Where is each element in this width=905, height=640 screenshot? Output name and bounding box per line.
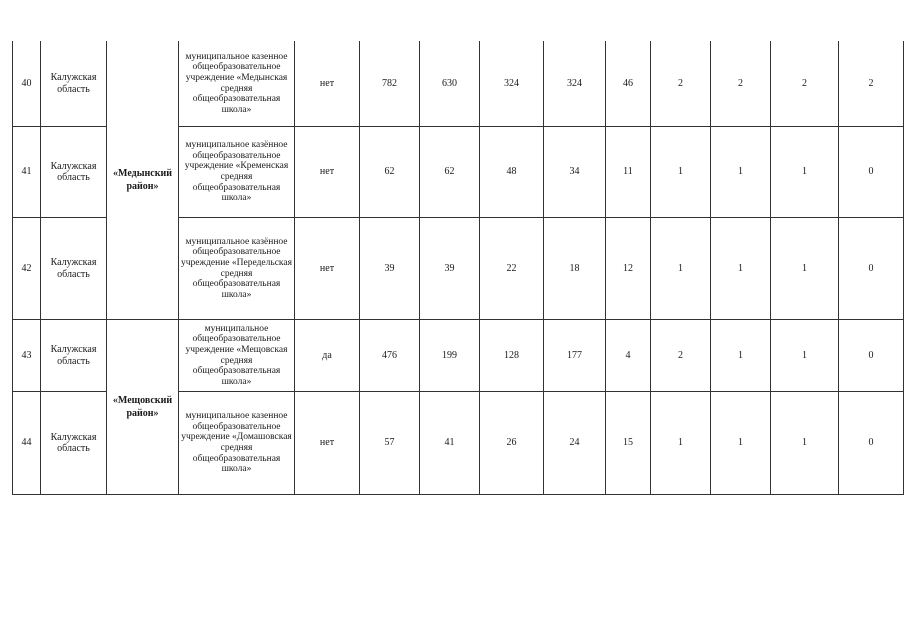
value-cell: 1 bbox=[711, 127, 771, 218]
region-cell: Калужская область bbox=[41, 41, 107, 127]
value-cell: 18 bbox=[544, 218, 606, 320]
region-cell: Калужская область bbox=[41, 320, 107, 392]
schools-table bbox=[12, 41, 904, 495]
value-cell: 630 bbox=[420, 41, 480, 127]
value-cell: 1 bbox=[651, 127, 711, 218]
value-cell: 48 bbox=[480, 127, 544, 218]
value-cell: 62 bbox=[420, 127, 480, 218]
value-cell: 62 bbox=[360, 127, 420, 218]
value-cell: 0 bbox=[839, 392, 904, 495]
school-name-cell: муниципальное казённое общеобразовательное учреждение «Передельская средняя общеобразовательная школа» bbox=[179, 218, 295, 320]
region-cell: Калужская область bbox=[41, 127, 107, 218]
value-cell: 2 bbox=[771, 41, 839, 127]
value-cell: 12 bbox=[606, 218, 651, 320]
value-cell: 46 bbox=[606, 41, 651, 127]
school-name-cell: муниципальное общеобразовательное учреждение «Мещовская средняя общеобразовательная школа» bbox=[179, 320, 295, 392]
value-cell: 34 bbox=[544, 127, 606, 218]
value-cell: 128 bbox=[480, 320, 544, 392]
flag-cell: нет bbox=[295, 41, 360, 127]
value-cell: 26 bbox=[480, 392, 544, 495]
region-cell: Калужская область bbox=[41, 218, 107, 320]
value-cell: 57 bbox=[360, 392, 420, 495]
table-row bbox=[13, 320, 904, 392]
flag-cell: нет bbox=[295, 218, 360, 320]
value-cell: 2 bbox=[711, 41, 771, 127]
row-number: 44 bbox=[13, 392, 41, 495]
value-cell: 2 bbox=[651, 320, 711, 392]
row-number: 40 bbox=[13, 41, 41, 127]
value-cell: 1 bbox=[651, 218, 711, 320]
value-cell: 41 bbox=[420, 392, 480, 495]
value-cell: 199 bbox=[420, 320, 480, 392]
value-cell: 324 bbox=[480, 41, 544, 127]
value-cell: 476 bbox=[360, 320, 420, 392]
value-cell: 24 bbox=[544, 392, 606, 495]
value-cell: 1 bbox=[711, 392, 771, 495]
school-name-cell: муниципальное казённое общеобразовательное учреждение «Кременская средняя общеобразовательная школа» bbox=[179, 127, 295, 218]
flag-cell: нет bbox=[295, 392, 360, 495]
row-number: 43 bbox=[13, 320, 41, 392]
value-cell: 0 bbox=[839, 218, 904, 320]
value-cell: 15 bbox=[606, 392, 651, 495]
row-number: 42 bbox=[13, 218, 41, 320]
value-cell: 782 bbox=[360, 41, 420, 127]
value-cell: 2 bbox=[839, 41, 904, 127]
district-cell: «Мещовский район» bbox=[107, 320, 179, 495]
school-name-cell: муниципальное казенное общеобразовательное учреждение «Медынская средняя общеобразовательная школа» bbox=[179, 41, 295, 127]
value-cell: 1 bbox=[711, 218, 771, 320]
row-number: 41 bbox=[13, 127, 41, 218]
flag-cell: нет bbox=[295, 127, 360, 218]
district-cell: «Медынский район» bbox=[107, 41, 179, 320]
value-cell: 11 bbox=[606, 127, 651, 218]
value-cell: 4 bbox=[606, 320, 651, 392]
region-cell: Калужская область bbox=[41, 392, 107, 495]
flag-cell: да bbox=[295, 320, 360, 392]
value-cell: 177 bbox=[544, 320, 606, 392]
value-cell: 39 bbox=[420, 218, 480, 320]
value-cell: 1 bbox=[651, 392, 711, 495]
value-cell: 22 bbox=[480, 218, 544, 320]
value-cell: 1 bbox=[771, 320, 839, 392]
value-cell: 1 bbox=[711, 320, 771, 392]
table-row bbox=[13, 41, 904, 127]
value-cell: 1 bbox=[771, 127, 839, 218]
value-cell: 0 bbox=[839, 320, 904, 392]
value-cell: 324 bbox=[544, 41, 606, 127]
value-cell: 39 bbox=[360, 218, 420, 320]
value-cell: 2 bbox=[651, 41, 711, 127]
school-name-cell: муниципальное казенное общеобразовательное учреждение «Домашовская средняя общеобразовательная школа» bbox=[179, 392, 295, 495]
value-cell: 1 bbox=[771, 392, 839, 495]
value-cell: 1 bbox=[771, 218, 839, 320]
value-cell: 0 bbox=[839, 127, 904, 218]
